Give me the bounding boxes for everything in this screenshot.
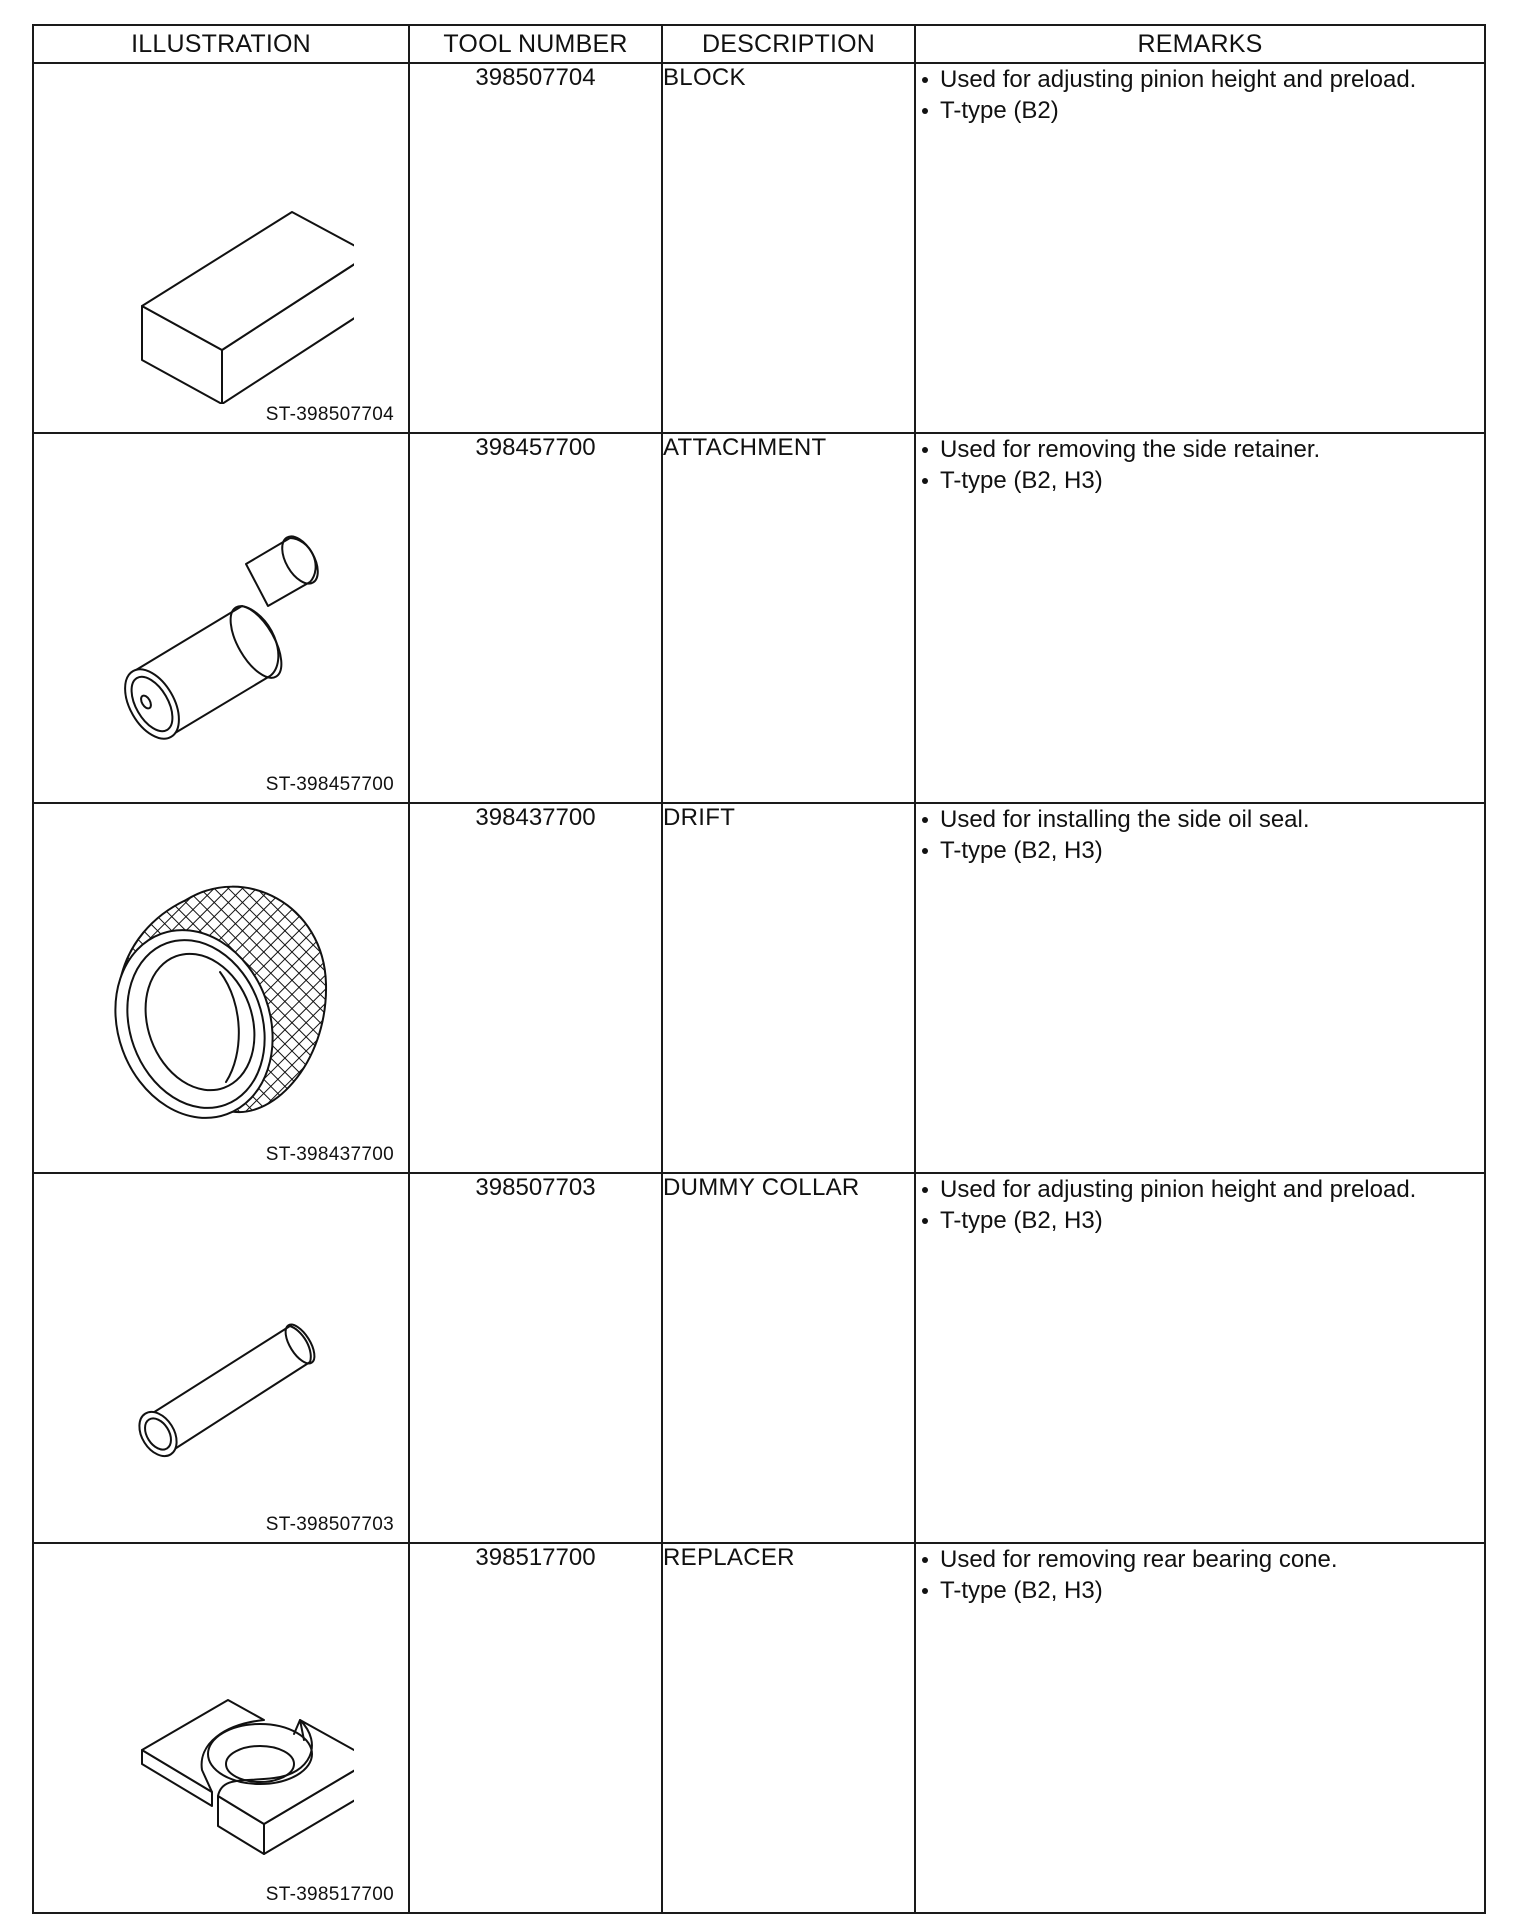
tool-description: DRIFT [662, 803, 915, 1173]
dummy-collar-icon [94, 1194, 354, 1514]
table-row [33, 803, 1485, 1173]
remark-item: T-type (B2, H3) [916, 465, 1484, 496]
remarks-cell [915, 1173, 1485, 1543]
header-illustration: ILLUSTRATION [33, 25, 409, 63]
tool-description: BLOCK [662, 63, 915, 433]
replacer-icon [94, 1564, 354, 1884]
header-remarks: REMARKS [915, 25, 1485, 63]
special-tools-table [32, 24, 1486, 1914]
attachment-icon [94, 454, 354, 774]
illustration-cell [33, 1543, 409, 1913]
drift-icon [94, 824, 354, 1144]
table-row [33, 63, 1485, 433]
remarks-cell [915, 803, 1485, 1173]
remark-item: Used for installing the side oil seal. [916, 804, 1484, 835]
illustration-caption: ST-398507704 [265, 404, 394, 425]
table-header-row [33, 25, 1485, 63]
tool-number: 398437700 [409, 803, 662, 1173]
table-row [33, 1173, 1485, 1543]
illustration-cell [33, 433, 409, 803]
remark-item: T-type (B2, H3) [916, 1205, 1484, 1236]
remark-item: Used for removing the side retainer. [916, 434, 1484, 465]
tool-number: 398507703 [409, 1173, 662, 1543]
table-row [33, 433, 1485, 803]
remarks-cell [915, 433, 1485, 803]
tool-description: REPLACER [662, 1543, 915, 1913]
illustration-cell [33, 803, 409, 1173]
illustration-caption: ST-398507703 [265, 1514, 394, 1535]
illustration-caption: ST-398517700 [265, 1884, 394, 1905]
illustration-caption: ST-398437700 [265, 1144, 394, 1165]
header-tool-number: TOOL NUMBER [409, 25, 662, 63]
illustration-caption: ST-398457700 [265, 774, 394, 795]
remark-item: T-type (B2, H3) [916, 1575, 1484, 1606]
remarks-cell [915, 1543, 1485, 1913]
tool-number: 398457700 [409, 433, 662, 803]
tool-number: 398517700 [409, 1543, 662, 1913]
remark-item: Used for adjusting pinion height and preload. [916, 64, 1484, 95]
remarks-cell [915, 63, 1485, 433]
illustration-cell [33, 1173, 409, 1543]
remark-item: Used for adjusting pinion height and preload. [916, 1174, 1484, 1205]
table-row [33, 1543, 1485, 1913]
block-icon [94, 84, 354, 404]
header-description: DESCRIPTION [662, 25, 915, 63]
remark-item: T-type (B2) [916, 95, 1484, 126]
illustration-cell [33, 63, 409, 433]
remark-item: T-type (B2, H3) [916, 835, 1484, 866]
tool-description: DUMMY COLLAR [662, 1173, 915, 1543]
tool-number: 398507704 [409, 63, 662, 433]
remark-item: Used for removing rear bearing cone. [916, 1544, 1484, 1575]
tool-description: ATTACHMENT [662, 433, 915, 803]
